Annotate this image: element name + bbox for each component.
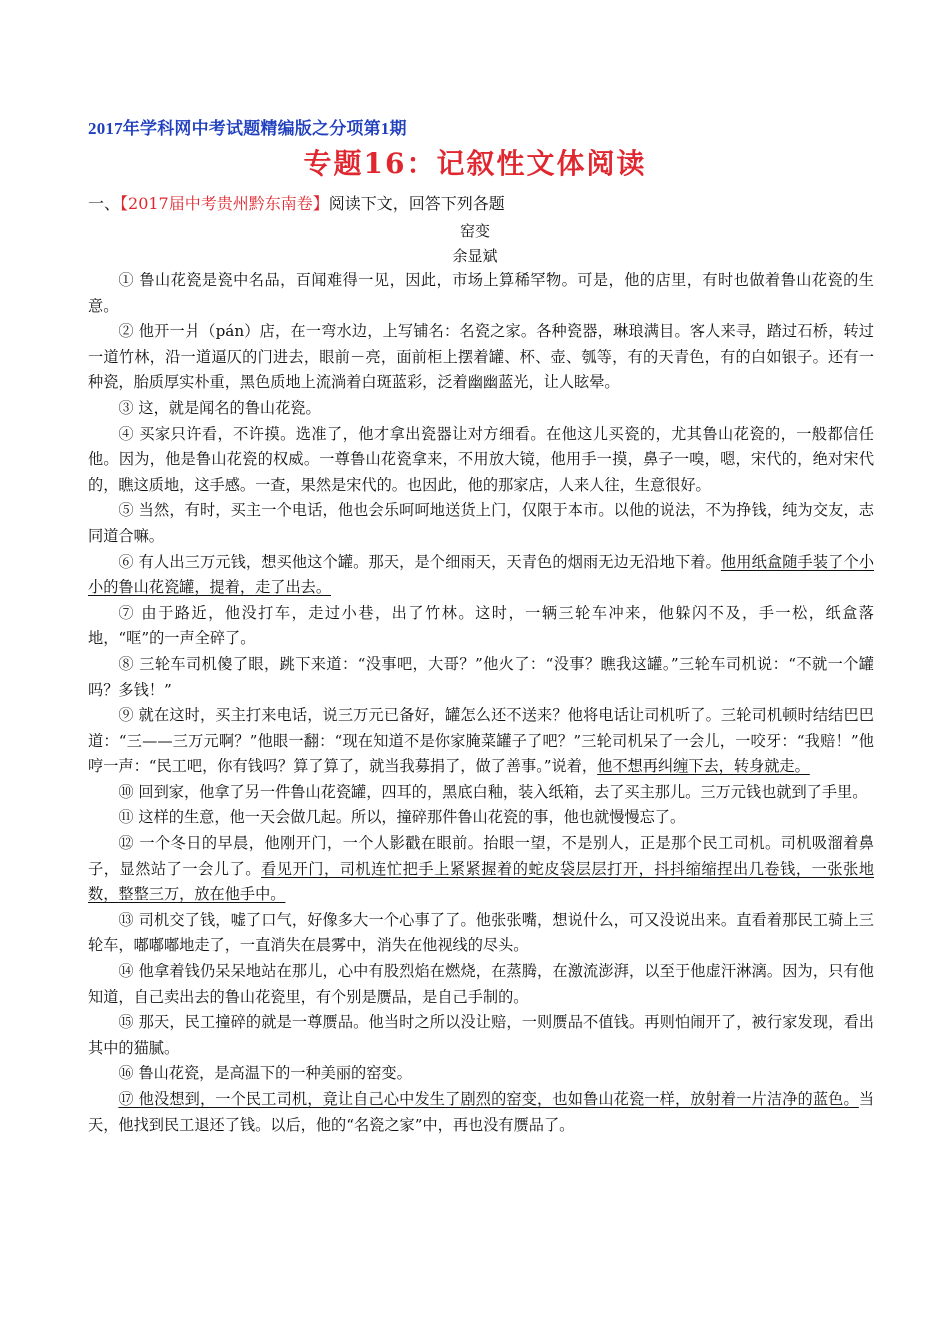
paragraph-text: ⑬ 司机交了钱，嘘了口气，好像多大一个心事了了。他张张嘴，想说什么，可又没说出来。直看着那民工骑上三轮车，嘟嘟嘟地走了，一直消失在晨雾中，消失在他视线的尽头。 <box>88 910 874 955</box>
story-paragraph <box>88 319 874 396</box>
paragraph-text: ① 鲁山花瓷是瓷中名品，百闻难得一见，因此，市场上算稀罕物。可是，他的店里，有时也做着鲁山花瓷的生意。 <box>88 271 874 315</box>
paragraph-text: ⑨ 就在这时，买主打来电话，说三万元已备好，罐怎么还不送来？他将电话让司机听了。三轮司机顿时结结巴巴道：“三——三万元啊？”他眼一翻：“现在知道不是你家腌菜罐子了吧？”三轮司机呆了一会儿，一咬牙：“我赔！”他哼一声：“民工吧，你有钱吗？算了算了，就当我募捐了，做了善事。”说着， <box>88 706 874 776</box>
underlined-text: 他不想再纠缠下去，转身就走。 <box>597 757 810 776</box>
story-paragraph <box>88 703 874 780</box>
paragraph-text: ⑮ 那天，民工撞碎的就是一尊赝品。他当时之所以没让赔，一则赝品不值钱。再则怕闹开了，被行家发现，看出其中的猫腻。 <box>88 1013 874 1057</box>
story-paragraph <box>88 805 874 831</box>
paragraph-text: ⑥ 有人出三万元钱，想买他这个罐。那天，是个细雨天，天青色的烟雨无边无沿地下着。 <box>118 552 721 571</box>
question-source: 【2017届中考贵州黔东南卷】 <box>120 194 329 213</box>
paragraph-text: ⑫ 一个冬日的早晨，他刚开门，一个人影戳在眼前。抬眼一望，不是别人，正是那个民工司机。司机吸溜着鼻子，显然站了一会儿了。 <box>88 834 874 878</box>
series-header: 2017年学科网中考试题精编版之分项第1期 <box>88 119 407 138</box>
story-paragraph <box>88 780 874 806</box>
underlined-text: 看见开门，司机连忙把手上紧紧握着的蛇皮袋层层打开，抖抖缩缩捏出几卷钱，一张张地数，整整三万，放在他手中。 <box>88 859 875 904</box>
paragraph-text: 当天，他找到民工退还了钱。以后，他的“名瓷之家”中，再也没有赝品了。 <box>88 1090 874 1134</box>
paragraph-text: ⑭ 他拿着钱仍呆呆地站在那儿，心中有股烈焰在燃烧，在蒸腾，在激流澎湃，以至于他虚汗淋漓。因为，只有他知道，自己卖出去的鲁山花瓷里，有个别是赝品，是自己手制的。 <box>88 962 874 1006</box>
paragraph-text: ⑧ 三轮车司机傻了眼，跳下来道：“没事吧，大哥？”他火了：“没事？瞧我这罐。”三轮车司机说：“不就一个罐吗？多钱！” <box>88 654 874 699</box>
paragraph-text: ⑪ 这样的生意，他一天会做几起。所以，撞碎那件鲁山花瓷的事，他也就慢慢忘了。 <box>118 808 686 827</box>
story-paragraph <box>88 831 874 908</box>
story-paragraph <box>88 1010 874 1061</box>
story-paragraph <box>88 601 874 652</box>
story-title: 窑变 <box>459 222 490 240</box>
story-body <box>88 268 874 1138</box>
question-number: 一、 <box>88 194 121 213</box>
story-author: 余显斌 <box>452 247 498 265</box>
story-paragraph <box>88 908 874 959</box>
story-paragraph <box>88 422 874 499</box>
paragraph-text: ⑤ 当然，有时，买主一个电话，他也会乐呵呵地送货上门，仅限于本市。以他的说法，不为挣钱，纯为交友，志同道合嘛。 <box>88 501 874 545</box>
underlined-text: ⑰ 他没想到，一个民工司机，竟让自己心中发生了剧烈的窑变，也如鲁山花瓷一样，放射着一片洁净的蓝色。 <box>118 1090 859 1108</box>
underlined-text: 他用纸盒随手装了个小小的鲁山花瓷罐，提着，走了出去。 <box>88 552 875 597</box>
paragraph-text: ② 他开一爿（pán）店，在一弯水边，上写铺名：名瓷之家。各种瓷器，琳琅满目。客人来寻，踏过石桥，转过一道竹林，沿一道逼仄的门进去，眼前－亮，面前柜上摆着罐、杯、壶、瓠等，有的天青色，有的白如银子。还有一种瓷，胎质厚实朴重，黑色质地上流淌着白斑蓝彩，泛着幽幽蓝光，让人眩晕。 <box>88 322 874 392</box>
paragraph-text: ⑦ 由于路近，他没打车，走过小巷，出了竹林。这时，一辆三轮车冲来，他躲闪不及，手一松，纸盒落地，“哐”的一声全碎了。 <box>88 603 874 648</box>
story-paragraph <box>88 268 874 319</box>
story-paragraph <box>88 396 874 422</box>
paragraph-text: ⑯ 鲁山花瓷，是高温下的一种美丽的窑变。 <box>118 1064 412 1083</box>
paragraph-text: ⑩ 回到家，他拿了另一件鲁山花瓷罐，四耳的，黑底白釉，装入纸箱，去了买主那儿。三万元钱也就到了手里。 <box>118 782 868 801</box>
question-instruction: 阅读下文，回答下列各题 <box>328 194 505 213</box>
page-title: 专题16：记叙性文体阅读 <box>303 147 647 180</box>
story-paragraph <box>88 652 874 703</box>
paragraph-text: ③ 这，就是闻名的鲁山花瓷。 <box>118 398 321 417</box>
question-line <box>88 191 505 214</box>
story-paragraph <box>88 498 874 549</box>
story-paragraph <box>88 959 874 1010</box>
story-paragraph <box>88 1087 874 1138</box>
paragraph-text: ④ 买家只许看，不许摸。选准了，他才拿出瓷器让对方细看。在他这儿买瓷的，尤其鲁山花瓷的，一般都信任他。因为，他是鲁山花瓷的权威。一尊鲁山花瓷拿来，不用放大镜，他用手一摸，鼻子一嗅，嗯，宋代的，绝对宋代的，瞧这质地，这手感。一查，果然是宋代的。也因此，他的那家店，人来人往，生意很好。 <box>88 424 874 494</box>
story-paragraph <box>88 1061 874 1087</box>
story-paragraph <box>88 550 874 601</box>
